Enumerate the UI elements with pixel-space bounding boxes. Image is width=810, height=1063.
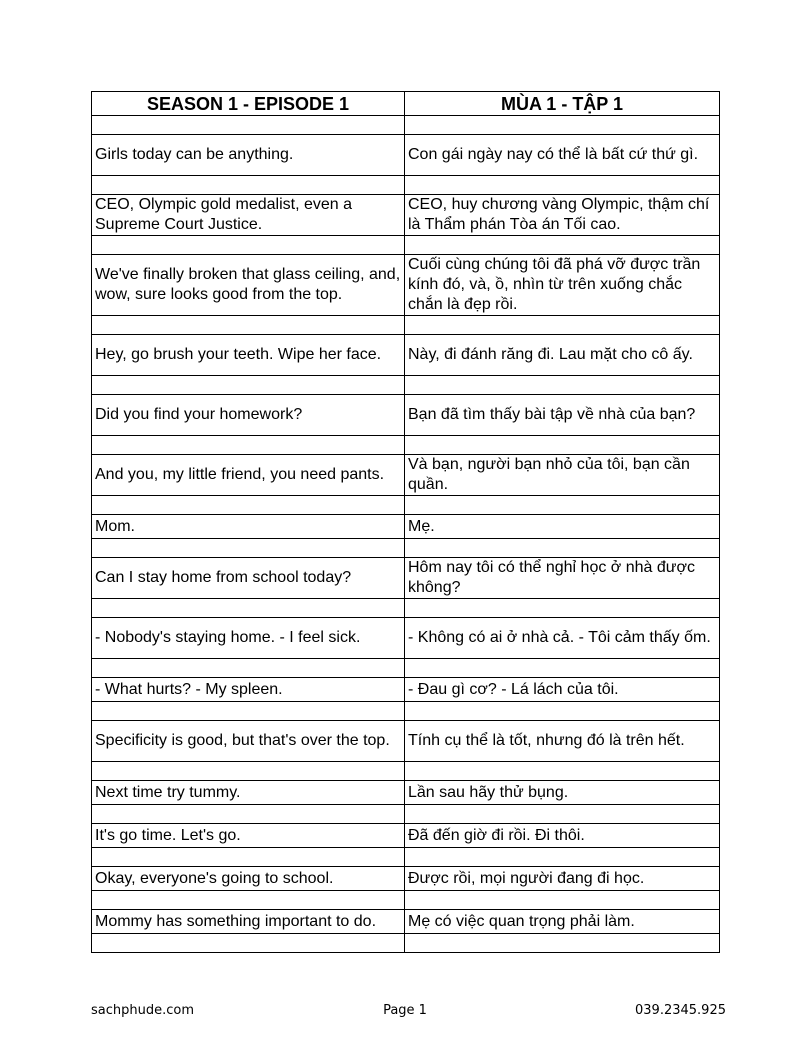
table-header-row — [92, 92, 720, 116]
english-cell: Can I stay home from school today? — [92, 558, 405, 599]
table-row — [92, 678, 720, 702]
english-cell: It's go time. Let's go. — [92, 824, 405, 848]
table-row — [92, 781, 720, 805]
table-row — [92, 910, 720, 934]
vietnamese-cell: Lần sau hãy thử bụng. — [405, 781, 720, 805]
spacer-row — [92, 496, 720, 515]
english-cell: Did you find your homework? — [92, 395, 405, 436]
spacer-row — [92, 599, 720, 618]
footer-website: sachphude.com — [91, 1003, 195, 1018]
vietnamese-cell: Hôm nay tôi có thể nghỉ học ở nhà được không? — [405, 558, 720, 599]
spacer-row — [92, 316, 720, 335]
spacer-row — [92, 659, 720, 678]
subtitle-table — [91, 91, 720, 953]
spacer-row — [92, 848, 720, 867]
english-cell: CEO, Olympic gold medalist, even a Supreme Court Justice. — [92, 195, 405, 236]
spacer-row — [92, 376, 720, 395]
footer-page-number: Page 1 — [383, 1003, 427, 1018]
english-cell: Girls today can be anything. — [92, 135, 405, 176]
english-cell: Okay, everyone's going to school. — [92, 867, 405, 891]
vietnamese-cell: Và bạn, người bạn nhỏ của tôi, bạn cần quần. — [405, 455, 720, 496]
table-row — [92, 135, 720, 176]
vietnamese-cell: Tính cụ thể là tốt, nhưng đó là trên hết. — [405, 721, 720, 762]
table-row — [92, 395, 720, 436]
vietnamese-cell: - Đau gì cơ? - Lá lách của tôi. — [405, 678, 720, 702]
vietnamese-cell: Này, đi đánh răng đi. Lau mặt cho cô ấy. — [405, 335, 720, 376]
table-row — [92, 455, 720, 496]
vietnamese-cell: Được rồi, mọi người đang đi học. — [405, 867, 720, 891]
english-cell: Hey, go brush your teeth. Wipe her face. — [92, 335, 405, 376]
english-cell: - What hurts? - My spleen. — [92, 678, 405, 702]
table-row — [92, 558, 720, 599]
spacer-row — [92, 436, 720, 455]
table-row — [92, 335, 720, 376]
spacer-row — [92, 176, 720, 195]
spacer-row — [92, 762, 720, 781]
spacer-row — [92, 539, 720, 558]
header-english: SEASON 1 - EPISODE 1 — [92, 92, 405, 116]
spacer-row — [92, 236, 720, 255]
vietnamese-cell: Con gái ngày nay có thể là bất cứ thứ gì. — [405, 135, 720, 176]
spacer-row — [92, 116, 720, 135]
vietnamese-cell: Cuối cùng chúng tôi đã phá vỡ được trần kính đó, và, ồ, nhìn từ trên xuống chắc chắn là đẹp rồi. — [405, 255, 720, 316]
vietnamese-cell: CEO, huy chương vàng Olympic, thậm chí là Thẩm phán Tòa án Tối cao. — [405, 195, 720, 236]
english-cell: We've finally broken that glass ceiling, and, wow, sure looks good from the top. — [92, 255, 405, 316]
table-row — [92, 824, 720, 848]
table-row — [92, 618, 720, 659]
table-row — [92, 255, 720, 316]
english-cell: Mom. — [92, 515, 405, 539]
footer-phone: 039.2345.925 — [635, 1003, 726, 1018]
english-cell: Mommy has something important to do. — [92, 910, 405, 934]
table-row — [92, 195, 720, 236]
vietnamese-cell: Mẹ. — [405, 515, 720, 539]
spacer-row — [92, 805, 720, 824]
english-cell: Specificity is good, but that's over the top. — [92, 721, 405, 762]
table-row — [92, 867, 720, 891]
vietnamese-cell: Đã đến giờ đi rồi. Đi thôi. — [405, 824, 720, 848]
english-cell: - Nobody's staying home. - I feel sick. — [92, 618, 405, 659]
vietnamese-cell: Bạn đã tìm thấy bài tập về nhà của bạn? — [405, 395, 720, 436]
header-vietnamese: MÙA 1 - TẬP 1 — [405, 92, 720, 116]
spacer-row — [92, 702, 720, 721]
english-cell: And you, my little friend, you need pants. — [92, 455, 405, 496]
spacer-row — [92, 934, 720, 953]
vietnamese-cell: - Không có ai ở nhà cả. - Tôi cảm thấy ốm. — [405, 618, 720, 659]
english-cell: Next time try tummy. — [92, 781, 405, 805]
vietnamese-cell: Mẹ có việc quan trọng phải làm. — [405, 910, 720, 934]
table-row — [92, 721, 720, 762]
spacer-row — [92, 891, 720, 910]
table-row — [92, 515, 720, 539]
